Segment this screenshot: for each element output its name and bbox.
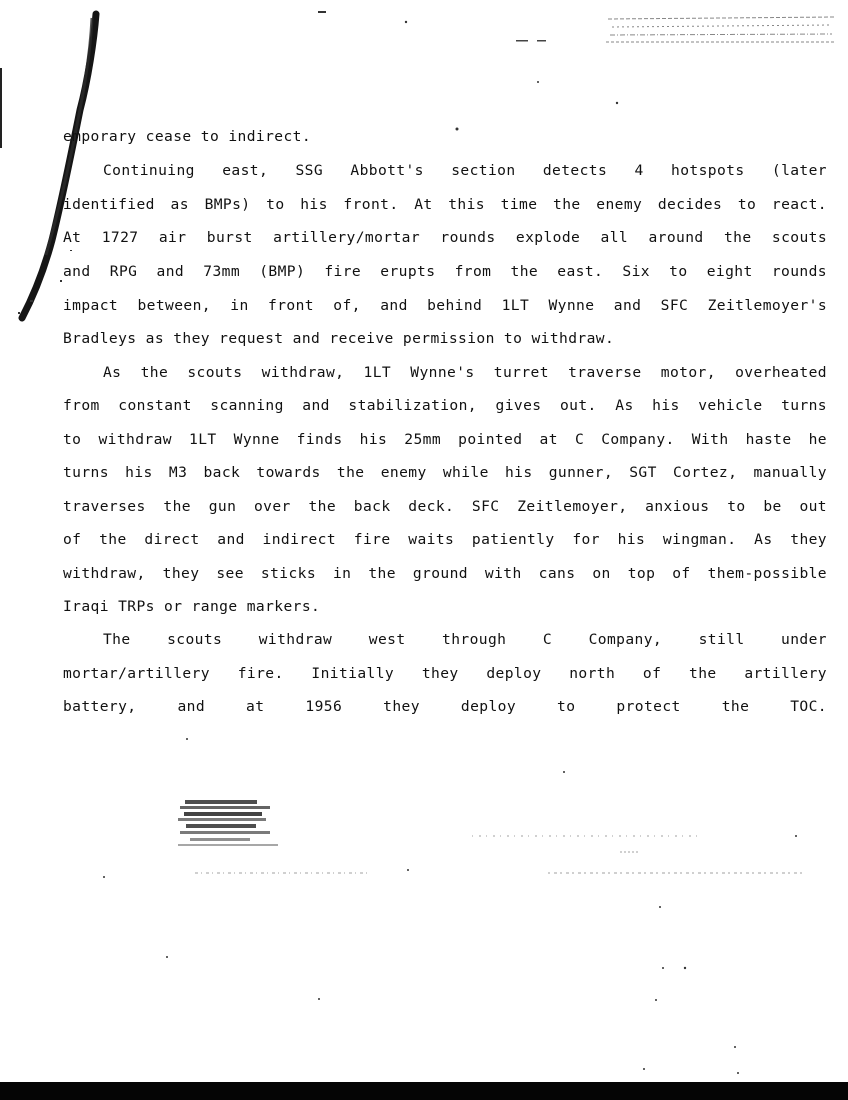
text-line: emporary cease to indirect. [63, 128, 312, 145]
text-line: The scouts withdraw west through C Company, still under [103, 631, 827, 648]
text-line: battery, and at 1956 they deploy to protect the TOC. [63, 698, 827, 715]
text-line: turns his M3 back towards the enemy while his gunner, SGT Cortez, manually [63, 464, 827, 481]
text-line: Iraqi TRPs or range markers. [63, 598, 321, 615]
text-line: traverses the gun over the back deck. SFC Zeitlemoyer, anxious to be out [63, 498, 827, 515]
text-line: from constant scanning and stabilization, gives out. As his vehicle turns [63, 397, 827, 414]
text-line: impact between, in front of, and behind 1LT Wynne and SFC Zeitlemoyer's [63, 297, 827, 314]
text-line: withdraw, they see sticks in the ground with cans on top of them-possible [63, 565, 827, 582]
text-line: Bradleys as they request and receive permission to withdraw. [63, 330, 615, 347]
text-line: and RPG and 73mm (BMP) fire erupts from the east. Six to eight rounds [63, 263, 827, 280]
text-line: to withdraw 1LT Wynne finds his 25mm pointed at C Company. With haste he [63, 431, 827, 448]
margin-rule [0, 68, 2, 148]
text-line: Continuing east, SSG Abbott's section detects 4 hotspots (later [103, 162, 827, 179]
scan-edge-bar [0, 1082, 848, 1100]
text-line: At 1727 air burst artillery/mortar rounds explode all around the scouts [63, 229, 827, 246]
text-line: mortar/artillery fire. Initially they deploy north of the artillery [63, 665, 827, 682]
text-line: As the scouts withdraw, 1LT Wynne's turret traverse motor, overheated [103, 364, 827, 381]
text-line: identified as BMPs) to his front. At this time the enemy decides to react. [63, 196, 827, 213]
text-line: of the direct and indirect fire waits patiently for his wingman. As they [63, 531, 827, 548]
